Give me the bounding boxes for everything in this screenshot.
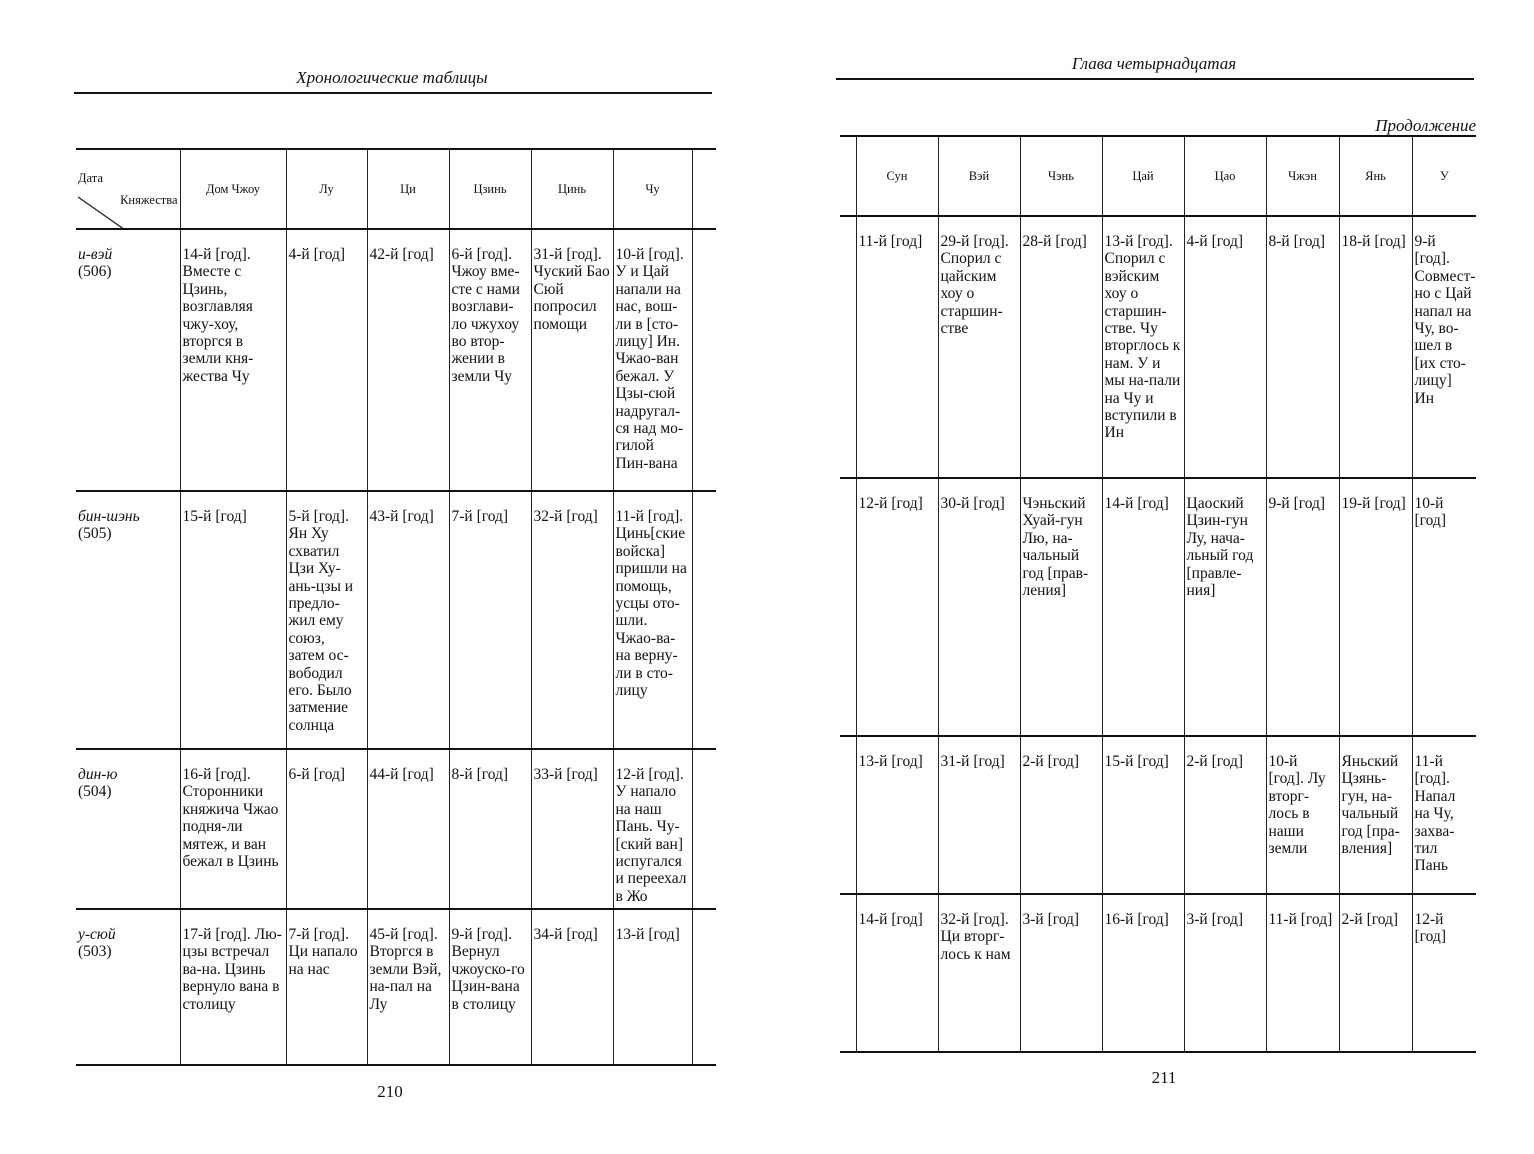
- date-cell: и-вэй (506): [76, 229, 180, 491]
- left-page: [0, 0, 760, 1154]
- table-cell: 13-й [год]: [613, 909, 692, 1065]
- table-cell: 10-й [год]: [1412, 478, 1476, 736]
- col-header-zheng: Чжэн: [1266, 136, 1339, 216]
- table-cell: 4-й [год]: [1184, 216, 1266, 478]
- col-header-cao: Цао: [1184, 136, 1266, 216]
- table-cell: 3-й [год]: [1020, 894, 1102, 1052]
- table-cell: 11-й [год]: [856, 216, 938, 478]
- table-row: [840, 216, 1476, 478]
- table-row: [76, 229, 716, 491]
- date-cell: бин-шэнь (505): [76, 491, 180, 749]
- table-cell: 14-й [год]. Вместе с Цзинь, возглавляя чжу-хоу, вторгся в земли кня-жества Чу: [180, 229, 286, 491]
- left-header-rule: [74, 92, 712, 94]
- col-header-yan: Янь: [1339, 136, 1412, 216]
- table-cell: 17-й [год]. Лю-цзы встречал ва-на. Цзинь вернуло вана в столицу: [180, 909, 286, 1065]
- table-cell: 8-й [год]: [449, 749, 531, 909]
- table-cell: 13-й [год]. Спорил с вэйским хоу о старшин-стве. Чу вторглось к нам. У и мы на-пали на Чу и вступили в Ин: [1102, 216, 1184, 478]
- table-cell: 2-й [год]: [1184, 736, 1266, 894]
- table-row: [840, 736, 1476, 894]
- table-cell: 9-й [год]: [1266, 478, 1339, 736]
- table-cell: 13-й [год]: [856, 736, 938, 894]
- table-cell: 43-й [год]: [367, 491, 449, 749]
- table-cell: 32-й [год]: [531, 491, 613, 749]
- left-running-head: Хронологические таблицы: [296, 68, 488, 87]
- table-cell: 32-й [год]. Ци вторг-лось к нам: [938, 894, 1020, 1052]
- col-header-lu: Лу: [286, 149, 367, 229]
- col-header-zhou: Дом Чжоу: [180, 149, 286, 229]
- table-row: [840, 478, 1476, 736]
- table-cell: 16-й [год]: [1102, 894, 1184, 1052]
- table-cell: 34-й [год]: [531, 909, 613, 1065]
- table-row: [76, 909, 716, 1065]
- col-header-qi: Ци: [367, 149, 449, 229]
- table-cell: 18-й [год]: [1339, 216, 1412, 478]
- table-cell: 14-й [год]: [1102, 478, 1184, 736]
- col-header-qin: Цинь: [531, 149, 613, 229]
- table-cell: 31-й [год]: [938, 736, 1020, 894]
- table-cell: 12-й [год]: [856, 478, 938, 736]
- table-cell: 10-й [год]. У и Цай напали на нас, вош-ли в [сто-лицу] Ин. Чжао-ван бежал. У Цзы-сюй надругал-ся над мо-гилой Пин-вана: [613, 229, 692, 491]
- table-cell: 7-й [год]: [449, 491, 531, 749]
- table-cell: 3-й [год]: [1184, 894, 1266, 1052]
- table-cell: 28-й [год]: [1020, 216, 1102, 478]
- left-chronology-table: [76, 148, 716, 1066]
- right-page-number: 211: [1151, 1068, 1177, 1087]
- col-header-chen: Чэнь: [1020, 136, 1102, 216]
- table-row: [840, 894, 1476, 1052]
- table-cell: Цаоский Цзин-гун Лу, нача-льный год [правле-ния]: [1184, 478, 1266, 736]
- table-cell: 2-й [год]: [1020, 736, 1102, 894]
- corner-header: [76, 149, 180, 229]
- col-header-wu: У: [1412, 136, 1476, 216]
- continuation-label: Продолжение: [1375, 116, 1476, 135]
- right-running-head: Глава четырнадцатая: [1071, 54, 1237, 73]
- right-header-rule: [836, 78, 1474, 80]
- corner-header-principalities: Княжества: [120, 193, 178, 207]
- table-cell: 31-й [год]. Чуский Бао Сюй попросил помощи: [531, 229, 613, 491]
- col-header-song: Сун: [856, 136, 938, 216]
- table-cell: 11-й [год]. Напал на Чу, захва-тил Пань: [1412, 736, 1476, 894]
- left-page-number: 210: [377, 1082, 403, 1101]
- table-cell: 8-й [год]: [1266, 216, 1339, 478]
- table-row: [76, 491, 716, 749]
- table-cell: 7-й [год]. Ци напало на нас: [286, 909, 367, 1065]
- table-cell: 33-й [год]: [531, 749, 613, 909]
- table-cell: 15-й [год]: [1102, 736, 1184, 894]
- table-cell: 14-й [год]: [856, 894, 938, 1052]
- table-cell: 19-й [год]: [1339, 478, 1412, 736]
- table-cell: 9-й [год]. Совмест-но с Цай напал на Чу, во-шел в [их сто-лицу] Ин: [1412, 216, 1476, 478]
- col-header-wei: Вэй: [938, 136, 1020, 216]
- table-cell: 4-й [год]: [286, 229, 367, 491]
- table-cell: 5-й [год]. Ян Ху схватил Цзи Ху-ань-цзы и предло-жил ему союз, затем ос-вободил его. Было затмение солнца: [286, 491, 367, 749]
- col-header-jin: Цзинь: [449, 149, 531, 229]
- table-cell: 16-й [год]. Сторонники княжича Чжао подня-ли мятеж, и ван бежал в Цзинь: [180, 749, 286, 909]
- table-cell: 45-й [год]. Вторгся в земли Вэй, на-пал на Лу: [367, 909, 449, 1065]
- table-cell: 29-й [год]. Спорил с цайским хоу о старшин-стве: [938, 216, 1020, 478]
- date-cell: у-сюй (503): [76, 909, 180, 1065]
- table-cell: 6-й [год]: [286, 749, 367, 909]
- table-cell: 11-й [год]: [1266, 894, 1339, 1052]
- table-cell: Яньский Цзянь-гун, на-чальный год [пра-вления]: [1339, 736, 1412, 894]
- table-cell: 6-й [год]. Чжоу вме-сте с нами возглави-ло чжухоу во втор-жении в земли Чу: [449, 229, 531, 491]
- table-cell: 42-й [год]: [367, 229, 449, 491]
- table-cell: 12-й [год]. У напало на наш Пань. Чу-[ский ван] испугался и переехал в Жо: [613, 749, 692, 909]
- table-cell: 10-й [год]. Лу вторг-лось в наши земли: [1266, 736, 1339, 894]
- right-chronology-table: [840, 135, 1476, 1053]
- table-cell: 2-й [год]: [1339, 894, 1412, 1052]
- table-cell: 44-й [год]: [367, 749, 449, 909]
- right-page: [760, 0, 1534, 1154]
- corner-header-date: Дата: [78, 171, 103, 185]
- col-header-chu: Чу: [613, 149, 692, 229]
- date-cell: дин-ю (504): [76, 749, 180, 909]
- col-header-cai: Цай: [1102, 136, 1184, 216]
- table-cell: 12-й [год]: [1412, 894, 1476, 1052]
- table-cell: 30-й [год]: [938, 478, 1020, 736]
- table-cell: 11-й [год]. Цинь[ские войска] пришли на помощь, усцы ото-шли. Чжао-ва-на верну-ли в сто-лицу: [613, 491, 692, 749]
- table-cell: Чэньский Хуай-гун Лю, на-чальный год [прав-ления]: [1020, 478, 1102, 736]
- table-row: [76, 749, 716, 909]
- table-cell: 15-й [год]: [180, 491, 286, 749]
- table-cell: 9-й [год]. Вернул чжоуско-го Цзин-вана в столицу: [449, 909, 531, 1065]
